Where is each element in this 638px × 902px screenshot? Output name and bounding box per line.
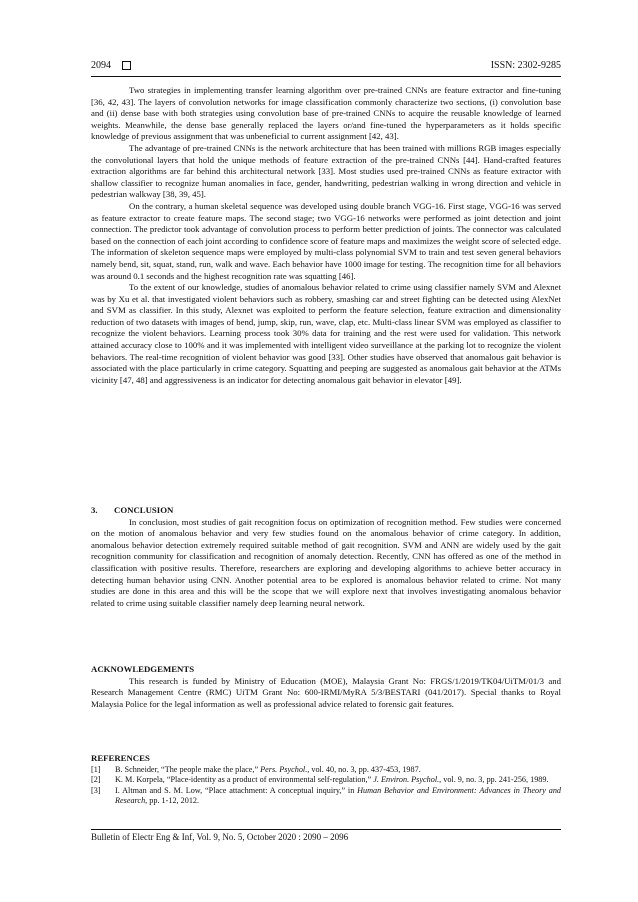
page-header [91, 60, 561, 74]
reference-venue: Pers. Psychol., [260, 764, 310, 774]
reference-details: , pp. 1-12, 2012. [145, 796, 200, 806]
body-text [91, 85, 561, 386]
reference-item [91, 765, 561, 776]
conclusion-paragraph: In conclusion, most studies of gait recognition focus on optimization of recognition method. Few studies were concerned on the motion of anomalous behavior and very few studies found on the anomalous behavior of crime category. In addition, anomalous behavior detection extremely required suitable method of gait recognition. SVM and ANN are widely used by the gait recognition community for classification and recognition of anomaly detection. Recently, CNN has offered as one of the method in classification with positive results. Therefore, researchers are exploring and developing algorithms to achieve better accuracy in detecting human behavior using CNN. Another potential area to be explored is anomalous behavior related to crime. Not many studies are done in this area and this will be the scope that we will explore next that involves investigating anomalous behavior related to crime using suitable classifier namely deep learning neural network. [91, 516, 561, 608]
reference-authors: K. M. Korpela, “Place-identity as a product of environmental self-regulation,” [115, 775, 374, 785]
reference-text [115, 775, 561, 786]
reference-venue: J. Environ. Psychol., [373, 775, 442, 785]
section-title: ACKNOWLEDGEMENTS [91, 664, 195, 674]
section-title: CONCLUSION [114, 505, 174, 515]
reference-item [91, 786, 561, 807]
reference-number: [3] [91, 785, 101, 795]
references-section [91, 753, 561, 807]
section-number: 3. [91, 505, 98, 515]
reference-item [91, 775, 561, 786]
header-rule [91, 76, 561, 77]
reference-authors: I. Altman and S. M. Low, “Place attachment: A conceptual inquiry,” in [115, 785, 358, 795]
page-footer: Bulletin of Electr Eng & Inf, Vol. 9, No. 5, October 2020 : 2090 – 2096 [91, 832, 349, 842]
section-title: REFERENCES [91, 753, 150, 763]
page-number: 2094 [91, 60, 111, 71]
paragraph: Two strategies in implementing transfer learning algorithm over pre-trained CNNs are feature extractor and fine-tuning [36, 42, 43]. The layers of convolution networks for image classification commonly characterize two sections, (i) convolution base and (ii) dense base with both strategies using convolution base of pre-trained CNNs to acquire the reusable knowledge of learned weights. Meanwhile, the dense base generally replaced the layers or/and fine-tuned the hyperparameters as it holds specific knowledge of previous assignment that was unbeneficial to current assignment [42, 43]. [91, 85, 561, 142]
reference-text [115, 765, 561, 776]
reference-number: [2] [91, 775, 101, 785]
reference-authors: B. Schneider, “The people make the place,” [115, 764, 261, 774]
reference-number: [1] [91, 764, 101, 774]
reference-text [115, 786, 561, 807]
reference-details: vol. 40, no. 3, pp. 437-453, 1987. [309, 764, 421, 774]
conclusion-section [91, 505, 561, 609]
reference-venue: Human Behavior and Environment: Advances in Theory and Research [115, 785, 562, 806]
paragraph: On the contrary, a human skeletal sequence was developed using double branch VGG-16. First stage, VGG-16 was served as feature extractor to create feature maps. The second stage; two VGG-16 networks were performed as joint detection and joint connection. The predictor took advantage of convolution process to perform better prediction of joints. The connector was calculated based on the connection of each joint according to confidence score of feature maps and maximizes the weight score of selected edge. The information of skeleton sequence maps were employed by multi-class polynomial SVM to train and test seven general behaviors namely bend, sit, squat, stand, run, walk and wave. Each behavior have 1000 image for testing. The recognition time for all behaviors was around 0.1 seconds and the highest recognition rate was squatting [46]. [91, 200, 561, 281]
acknowledgements-section [91, 664, 561, 710]
reference-details: vol. 9, no. 3, pp. 241-256, 1989. [441, 775, 549, 785]
square-icon [122, 61, 131, 70]
acknowledgements-paragraph: This research is funded by Ministry of Education (MOE), Malaysia Grant No: FRGS/1/2019/TK04/UiTM/01/3 and Research Management Centre (RMC) UiTM Grant No: 600-IRMI/MyRA 5/3/BESTARI (041/2017). Special thanks to Royal Malaysia Police for the legal information as well as professional advice related to forensic gait features. [91, 675, 561, 709]
section-heading [91, 505, 561, 517]
footer-rule [91, 829, 561, 830]
paragraph: The advantage of pre-trained CNNs is the network architecture that has been trained with millions RGB images especially the convolutional layers that hold the unique methods of feature extraction of the pre-trained CNNs [44]. Hand-crafted features extraction algorithms are far behind this architectural network [33]. Most studies used pre-trained CNNs as feature extractor with shallow classifier to recognize human anomalies in face, gender, handwriting, pedestrian walking in wrong direction and vehicle in pedestrian walkway [38, 39, 45]. [91, 142, 561, 200]
issn: ISSN: 2302-9285 [490, 60, 561, 71]
paragraph: To the extent of our knowledge, studies of anomalous behavior related to crime using classifier namely SVM and Alexnet was by Xu et al. that investigated violent behaviors such as robbery, smashing car and street fighting can be detected using AlexNet and SVM as classifier. In this study, Alexnet was exploited to perform the feature selection, feature extraction and dimensionality reduction of two datasets with images of bend, jump, skip, run, wave, clap, etc. Multi-class linear SVM was employed as classifier to recognize the violent behaviors. Learning process took 30% data for training and the rest were used for validation. This network attained accuracy close to 100% and it was implemented with intelligent video surveillance at the parking lot to recognize the violent behaviors. The real-time recognition of violent behavior was good [33]. Other studies have observed that anomalous gait behavior is associated with the place particularly in crime category. Squatting and peeping are suggested as anomalous gait behavior at the ATMs vicinity [47, 48] and aggressiveness is an indicator for detecting anomalous gait behavior in elevator [49]. [91, 282, 561, 385]
